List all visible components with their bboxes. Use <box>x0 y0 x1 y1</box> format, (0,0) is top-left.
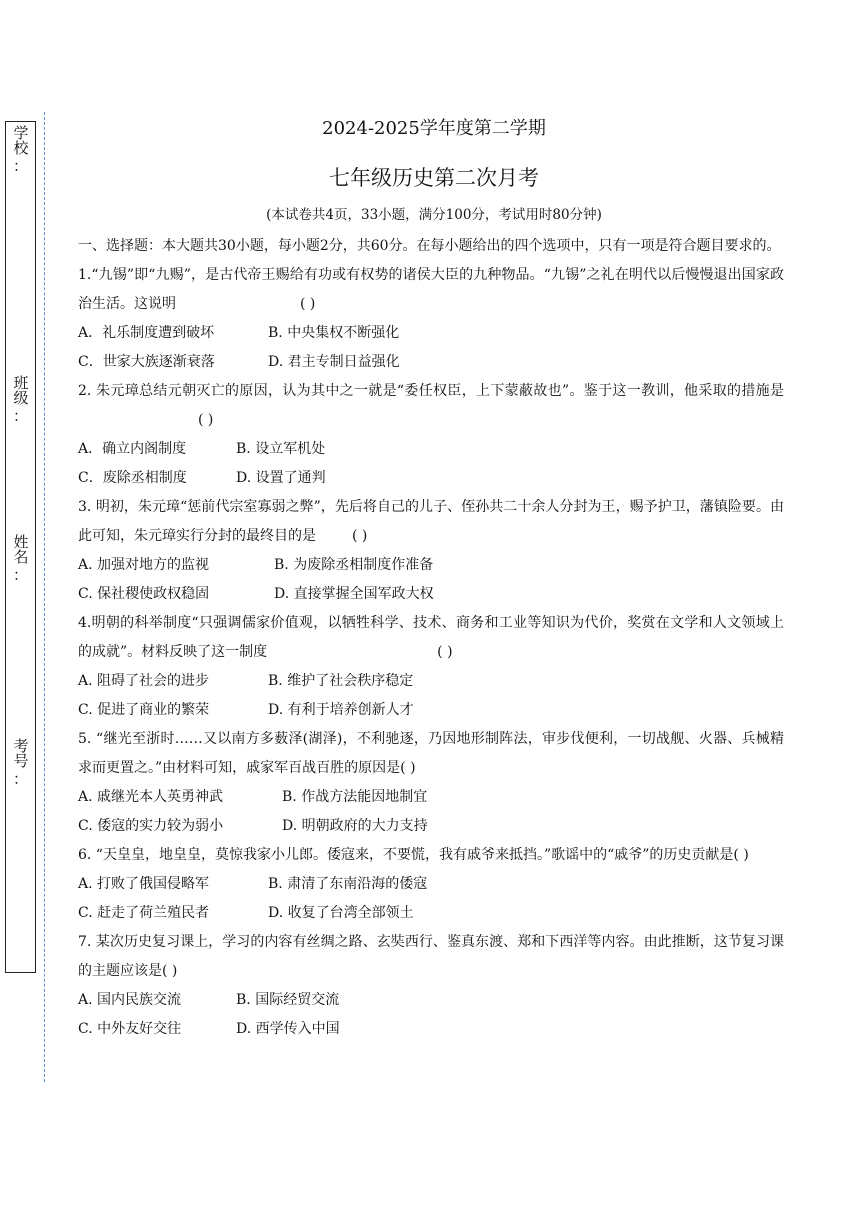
option-b: B. 为废除丞相制度作准备 <box>274 557 434 573</box>
question-3 <box>78 493 784 609</box>
option-d: D. 有利于培养创新人才 <box>268 702 414 718</box>
binding-cut-line <box>44 112 45 1082</box>
option-b: B. 作战方法能因地制宜 <box>282 789 428 805</box>
school-label: 学校 <box>11 125 30 155</box>
option-c: C．废除丞相制度 <box>78 470 187 486</box>
question-6 <box>78 841 784 928</box>
option-a: A. 加强对地方的监视 <box>78 557 210 573</box>
class-field <box>6 375 35 427</box>
option-c: C. 赶走了荷兰殖民者 <box>78 905 210 921</box>
answer-blank: ( ) <box>352 528 368 544</box>
exam-number-field <box>6 738 35 790</box>
option-a: A. 国内民族交流 <box>78 992 182 1008</box>
question-1 <box>78 261 784 377</box>
name-colon: ： <box>12 566 28 584</box>
answer-blank: ( ) <box>437 644 453 660</box>
name-label: 姓名 <box>11 534 30 564</box>
option-d: D. 明朝政府的大力支持 <box>282 818 428 834</box>
question-4 <box>78 609 784 725</box>
option-d: D. 君主专制日益强化 <box>268 354 400 370</box>
question-stem: 4.明朝的科举制度“只强调儒家价值观，以牺牲科学、技术、商务和工业等知识为代价，奖赏在文学和人文领域上的成就”。材料反映了这一制度 <box>78 615 784 660</box>
section-heading: 一、选择题：本大题共30小题，每小题2分，共60分。在每小题给出的四个选项中，只有一项是符合题目要求的。 <box>78 238 781 254</box>
option-b: B. 肃清了东南沿海的倭寇 <box>268 876 428 892</box>
option-b: B. 维护了社会秩序稳定 <box>268 673 414 689</box>
option-a: A. 阻碍了社会的进步 <box>78 673 210 689</box>
class-label: 班级 <box>11 375 30 405</box>
option-c: C. 中外友好交往 <box>78 1021 182 1037</box>
student-info-box <box>5 121 36 973</box>
option-c: C. 保社稷使政权稳固 <box>78 586 210 602</box>
answer-blank: ( ) <box>198 412 214 428</box>
exam-title: 七年级历史第二次月考 <box>329 166 539 190</box>
option-c: C. 倭寇的实力较为弱小 <box>78 818 224 834</box>
question-stem: 7. 某次历史复习课上，学习的内容有丝绸之路、玄奘西行、鉴真东渡、郑和下西洋等内容。由此推断，这节复习课的主题应该是( ) <box>78 934 784 979</box>
school-colon: ： <box>12 157 28 175</box>
question-2 <box>78 377 784 493</box>
exam-content <box>78 232 784 1044</box>
question-stem: 1.“九锡”即“九赐”，是古代帝王赐给有功或有权势的诸侯大臣的九种物品。“九锡”之礼在明代以后慢慢退出国家政治生活。这说明 <box>78 267 784 312</box>
question-stem: 3. 明初，朱元璋“惩前代宗室寡弱之弊”，先后将自己的儿子、侄孙共二十余人分封为王，赐予护卫，藩镇险要。由此可知，朱元璋实行分封的最终目的是 <box>78 499 784 544</box>
exam-info: (本试卷共4页，33小题，满分100分，考试用时80分钟) <box>266 207 602 223</box>
option-d: D. 设置了通判 <box>236 470 326 486</box>
question-stem: 6. “天皇皇，地皇皇，莫惊我家小儿郎。倭寇来，不要慌，我有戚爷来抵挡。”歌谣中的“戚爷”的历史贡献是( ) <box>78 847 749 863</box>
exam-number-label: 考号 <box>11 738 30 768</box>
option-d: D. 西学传入中国 <box>236 1021 340 1037</box>
option-b: B. 国际经贸交流 <box>236 992 340 1008</box>
option-c: C．世家大族逐渐衰落 <box>78 354 215 370</box>
option-b: B. 中央集权不断强化 <box>268 325 400 341</box>
question-5 <box>78 725 784 841</box>
option-d: D. 直接掌握全国军政大权 <box>274 586 434 602</box>
name-field <box>6 534 35 586</box>
question-7 <box>78 928 784 1044</box>
option-a: A. 打败了俄国侵略军 <box>78 876 210 892</box>
exam-number-colon: ： <box>12 770 28 788</box>
option-a: A．确立内阁制度 <box>78 441 187 457</box>
option-a: A. 戚继光本人英勇神武 <box>78 789 224 805</box>
option-a: A．礼乐制度遭到破坏 <box>78 325 215 341</box>
class-colon: ： <box>12 407 28 425</box>
option-c: C. 促进了商业的繁荣 <box>78 702 210 718</box>
answer-blank: ( ) <box>300 296 316 312</box>
option-b: B. 设立军机处 <box>236 441 326 457</box>
option-d: D. 收复了台湾全部领土 <box>268 905 414 921</box>
question-stem: 2. 朱元璋总结元朝灭亡的原因，认为其中之一就是“委任权臣，上下蒙蔽故也”。鉴于这一教训，他采取的措施是 <box>78 383 784 399</box>
question-stem: 5. “继光至浙时……又以南方多薮泽(湖泽)，不利驰逐，乃因地形制阵法，审步伐便利，一切战舰、火器、兵械精求而更置之。”由材料可知，戚家军百战百胜的原因是( ) <box>78 731 784 776</box>
term-title: 2024-2025学年度第二学期 <box>322 118 546 139</box>
